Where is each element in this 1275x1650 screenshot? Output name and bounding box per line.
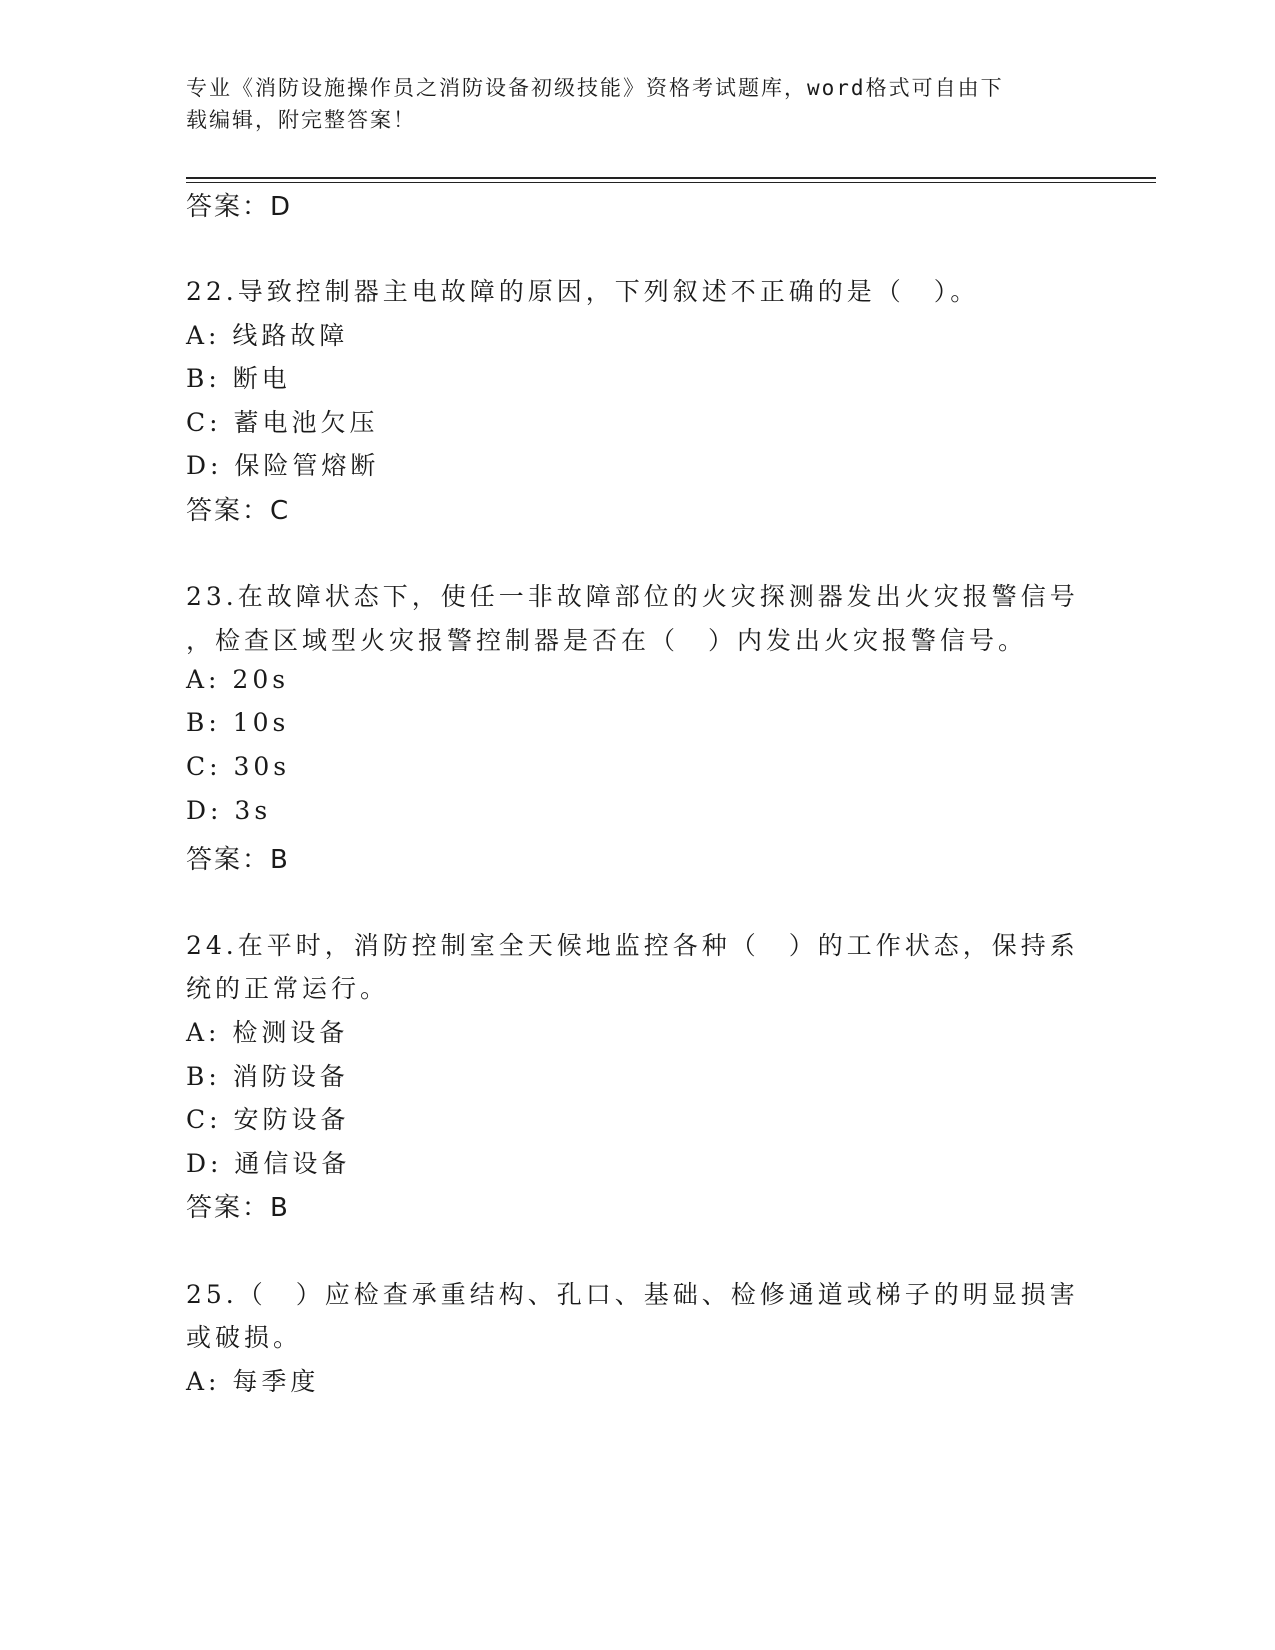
question-24-answer: 答案：B (186, 1193, 290, 1223)
question-22-option-c: C: 蓄电池欠压 (186, 408, 379, 437)
question-25-text-line-1: 25.（ ）应检查承重结构、孔口、基础、检修通道或梯子的明显损害 (186, 1280, 1079, 1309)
question-23-text-line-1: 23.在故障状态下，使任一非故障部位的火灾探测器发出火灾报警信号 (186, 582, 1079, 611)
question-24-option-d: D: 通信设备 (186, 1149, 351, 1178)
question-25-option-a: A: 每季度 (186, 1367, 320, 1396)
question-23-text-line-2: ，检查区域型火灾报警控制器是否在（ ）内发出火灾报警信号。 (186, 626, 1028, 655)
header-divider-thick (186, 177, 1156, 179)
question-23-answer: 答案：B (186, 845, 290, 875)
question-24-text-line-1: 24.在平时，消防控制室全天候地监控各种（ ）的工作状态，保持系 (186, 931, 1079, 960)
header-line-1: 专业《消防设施操作员之消防设备初级技能》资格考试题库，word格式可自由下 (186, 76, 1004, 100)
question-23-option-d: D: 3s (186, 796, 272, 825)
header-line-2: 载编辑，附完整答案！ (186, 108, 416, 132)
question-22-option-b: B: 断电 (186, 364, 291, 393)
question-24-text-line-2: 统的正常运行。 (186, 974, 390, 1003)
question-24-option-a: A: 检测设备 (186, 1018, 349, 1047)
question-24-option-c: C: 安防设备 (186, 1105, 350, 1134)
question-23-option-a: A: 20s (186, 665, 290, 694)
question-22-option-a: A: 线路故障 (186, 321, 349, 350)
header-divider-thin (186, 182, 1156, 183)
question-22-text: 22.导致控制器主电故障的原因，下列叙述不正确的是（ ）。 (186, 277, 980, 306)
question-22-answer: 答案：C (186, 496, 291, 526)
question-24-option-b: B: 消防设备 (186, 1062, 349, 1091)
previous-answer: 答案：D (186, 192, 293, 222)
question-23-option-b: B: 10s (186, 708, 290, 737)
question-25-text-line-2: 或破损。 (186, 1323, 303, 1352)
question-22-option-d: D: 保险管熔断 (186, 451, 380, 480)
question-23-option-c: C: 30s (186, 752, 291, 781)
document-header (186, 72, 1066, 136)
